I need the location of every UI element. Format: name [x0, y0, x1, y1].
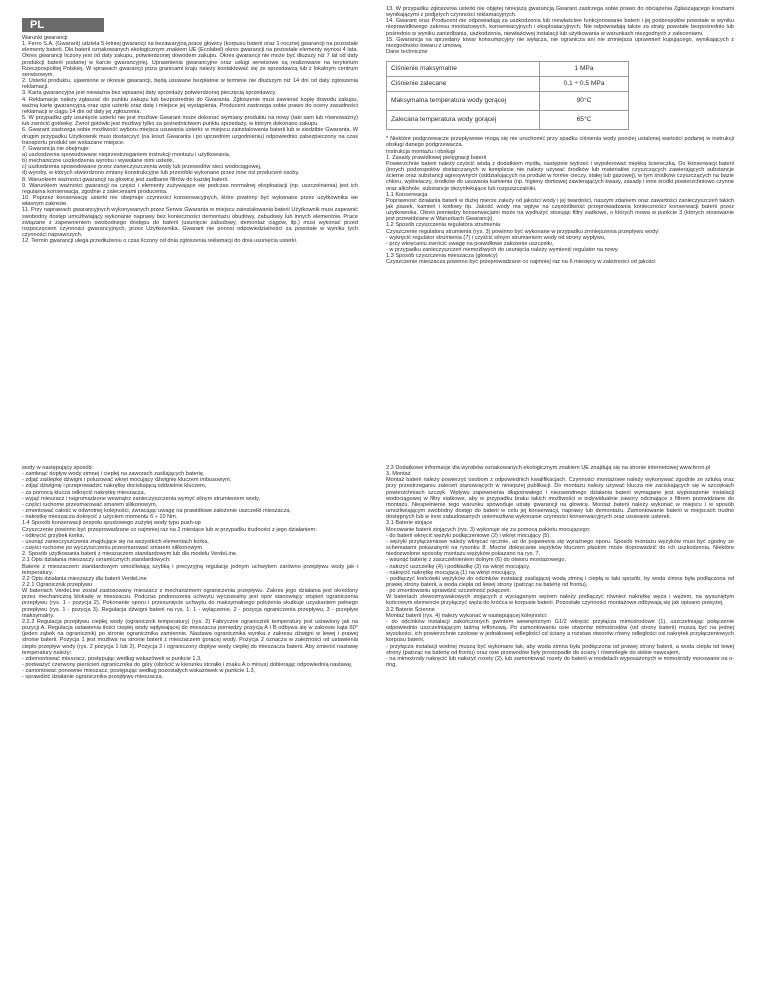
paragraph: - za pomocą klucza odkręcić nakrętkę mieszacza, [22, 489, 146, 496]
paragraph: 2. Sposób użytkowania baterii z mieszaczem standardowym lub dla modelu VerdeLine. [22, 551, 238, 558]
paragraph: - w przypadku zanieczyszczeń niemożliwych do usunięcia należy wymienić regulator na nowy. [386, 247, 619, 254]
paragraph: - po zmontowaniu sprawdzić szczelność połączeń. [386, 588, 511, 595]
table-row [387, 62, 629, 77]
paragraph: - wykręcić regulator strumienia (7) i czyścić silnym strumieniem wody od strony wypływu, [386, 234, 606, 241]
paragraph: - zmontować całość w odwrotnej kolejności, zwracając uwagę na prawidłowe założenie uszczelki mieszacza, [22, 508, 291, 515]
warranty-text [22, 35, 358, 244]
paragraph: - przy wkręcaniu zwrócić uwagę na prawidłowe założenie uszczelki, [386, 240, 554, 247]
paragraph: - nałożyć uszczelkę (4) i podkładkę (3) na wkręt mocujący, [386, 563, 531, 570]
paragraph: * Niektóre podgrzewacze przepływowe mogą się nie uruchomić przy spadku ciśnienia wody poniżej ustalonej wartości podanej w instrukcji obsługi danego podgrzewacza. [386, 136, 734, 149]
paragraph: Czyszczenie regulatora strumienia (rys. 3) powinno być wykonane w przypadku zmniejszenia przepływu wody: [386, 228, 660, 235]
spec-label: Zalecana temperatura wody gorącej [387, 111, 540, 130]
paragraph: 15. Gwarancja na sprzedany towar konsumpcyjny nie wyłącza, nie ogranicza ani nie zmniejsza uprawnień kupującego, wynikających z niezgodności towaru z umową. [386, 36, 734, 49]
paragraph: - wężyki przyłączeniowe należy wkręcać ręcznie, aż do pojawienia się wyraźnego oporu. Sposób montażu wężyków musi być zgodny ze schematami pokazanymi na rysunku 8. Mocne dokręcanie wężyków kluczem płaskim może doprowadzić do ich uszkodzenia. Niektóre niedozwolone sposoby montażu wężyków pokazano na rys. 7, [386, 538, 734, 558]
paragraph: - do odcinków instalacji zakończonych gwintem wewnętrznym G1/2 wkręcić przyłącza mimośrodowe (1), uszczelniając połączenie odpowiednio uszczelniającym taśmą teflonową. Po zamontowaniu osie otworów mimośrodów (od strony baterii) muszą być na jednej wysokości, ich powierzchnie czołowe w jednakowej odległości od ściany a rozstaw otworów równy odległości osi nakrętek przyłączeniowych korpusu baterii, [386, 618, 734, 644]
spec-value: 65°C [540, 111, 629, 130]
section-heading: Instrukcja montażu i obsługi [386, 148, 456, 155]
paragraph: 5. W przypadku gdy usunięcie usterki nie jest możliwe Gwarant może dokonać wymiany produktu na nowy (taki sam lub równoważny) lub zwrócić gotówkę. Zwrot gotówki jest możliwy tylko za pośrednictwem punktu sprzedaży, w którym dokonano zakupu. [22, 115, 358, 128]
table-row [387, 77, 629, 92]
paragraph: Montaż baterii należy powierzyć osobom z odpowiednich kwalifikacjach. Czynności montażowe należy wykonywać zgodnie ze sztuką oraz przy przestrzeganiu zaleceń stanowiących w niniejszej publikacji. Do montażu należy używać klucza nie zaciskających się w szczękach powierzchniach szczęk. Wpływu zapewnienia długotrwałego i niezawodnego działania baterii wymagane jest wyposażenie instalacji wodociągowej w filtry siatkowe, aby w przypadku braku takich możliwości w indywidualnie zawory odcinające z filtrem przewidziane do montażu. Niespełnienie tego warunku spowoduje utratę gwarancji na głowicę. Montaż baterii należy wykonać w miejscu i w sposób umożliwiającym swobodny dostęp do baterii w celu jej konserwacji, naprawy lub demontażu. Zamontowanie baterii w miejscach trudno dostępnych lub w inne zabudowanych uniemożliwia wykonanie czynności konserwacyjnych oraz usuwanie usterek. [386, 477, 734, 521]
paragraph: - części ruchome po wyczyszczeniu przesmarować smarem silikonowym. [22, 545, 204, 552]
table-row [387, 92, 629, 111]
paragraph: W bateriach zlewozmywakowych stojących z wyciąganym wężem należy podłączyć również nakrętkę węża i wężem, na wysuniętym końcowym elemencie przyłączyć węża do króćca w korpusie baterii. Pozostałe czynności montażowe odbywają się jak opisano powyżej. [386, 594, 734, 607]
instructions-column-left [22, 465, 358, 680]
paragraph: Mocowanie baterii stojących (rys. 3) wykonuje się za pomocą pakietu mocującego: [386, 526, 591, 533]
paragraph: Montaż baterii (rys. 4) należy wykonać w następującej kolejności: [386, 612, 548, 619]
paragraph: - podważyć czerwony pierścień ogranicznika do góry (obrócić w kierunku strzałki i znaku A o minus) dobierając odpowiednią nastawę, [22, 662, 353, 668]
paragraph: - nakrętkę mieszacza dokręcić z użyciem momentu 6 ÷ 10 Nm. [22, 514, 178, 521]
paragraph: c) uszkodzenia spowodowane przez zanieczyszczenia wody lub przewodów sieci wodociągowej, [22, 164, 262, 171]
paragraph: Poprawność działania baterii w dużej mierze zależy od jakości wody i jej twardości, naszym zdaniem oraz zawartości zanieczyszczeń takich jak piasek, kamień i kotłowy itp. Jakość wody ma wpływ na częstotliwość przeprowadzania konieczności konserwacji baterii przez użytkownika. Okres pomiędzy konserwacjami może na wydłużyć stosując filtry siatkowe, o których mowa w punkcie 3 (których stosowanie jest przewidziane w Warunkach Gwarancji). [386, 197, 734, 223]
paragraph: 2.2.1 Ogranicznik przepływu [22, 581, 93, 588]
paragraph: a) uszkodzenia spowodowane nieprzestrzeganiem instrukcji montażu i użytkowania, [22, 151, 231, 158]
paragraph: - zamknąć dopływ wody zimnej i ciepłej na zaworach zasilających baterię, [22, 471, 205, 478]
paragraph: 3.2 Baterie Ścienne [386, 606, 435, 613]
technical-data-column [386, 6, 734, 266]
paragraph: 3. Karta gwarancyjna jest nieważna bez wpisanej daty sprzedaży potwierdzonej pieczęcią sprzedawcy. [22, 90, 277, 97]
instructions-column-right [386, 465, 734, 668]
spec-value: 90°C [540, 92, 629, 111]
paragraph: Czyszczenie powinno być przeprowadzane co najmniej raz na 2 miesiące lub w przypadku trudności z jego działaniem: [22, 526, 317, 533]
paragraph: 9. Warunkiem ważności gwarancji na części i elementy zużywające się podczas normalnej eksploatacji (np. uszczelnienia) jest ich regularna konserwacja, zgodnie z zaleceniami producenta. [22, 182, 358, 195]
paragraph: - nakręcić nakrętkę mocującą (1) na wkręt mocujący, [386, 569, 517, 576]
paragraph: - na mimośrody nakręcić lub nałożyć rozety (2), lub zamontować rozety do baterii w modelach wyposażonych w mimośrody mocowane na o-ring, [386, 655, 734, 668]
warranty-column [22, 18, 358, 244]
paragraph: - do baterii wkręcić wężyki podłączeniowe (2) i wkręt mocujący (5), [386, 532, 551, 539]
paragraph: Baterie z mieszaczem standardowym umożliwiają szybką i precyzyjną regulację jednym uchwytem zarówno przepływu wody jak i temperatury. [22, 563, 358, 576]
spec-label: Maksymalna temperatura wody gorącej [387, 92, 540, 111]
spec-label: Ciśnienie zalecane [387, 77, 540, 92]
paragraph: - zdjąć zaślepkę dźwigni i poluzować wkręt mocujący dźwignię kluczem imbusowym, [22, 477, 232, 484]
paragraph: 14. Gwarant oraz Producent nie odpowiadają za uszkodzenia lub niewłaściwe funkcjonowanie baterii i jej podzespołów powstałe w wyniku nieprawidłowego zakresu montażowych, konserwacyjnych i eksploatacyjnych. Nie odpowiadają także za straty powstałe bezpośrednio lub pośrednio w wyniku zaniedbania, uszkodzenia, niewłaściwej instalacji lub użytkowania w warunkach niezgodnych z zaleceniami. [386, 18, 734, 37]
paragraph: - zdemontować mieszacz, postępując według wskazówek w punkcie 1.3, [22, 655, 202, 662]
spec-value: 0,1 ÷ 0,5 MPa [540, 77, 629, 92]
language-tag: PL [22, 18, 104, 32]
paragraph: - zamontować ponownie mieszacz, postępując według pozostałych wskazówek w punkcie 1.3, [22, 668, 256, 675]
paragraph: - usunąć zanieczyszczenia znajdujące się na wszystkich elementach korka, [22, 538, 209, 545]
paragraph: Powierzchnie baterii należy czyścić wodą z dodatkiem mydła, następnie wytrzeć i wypolerować miękką ściereczką. Do konserwacji baterii (innych podzespołów dostarczanych w komplecie nie należy używać środków lub materiałów czyszczących zawierających substancje ścierne oraz substancji agresywnych (oddziałujących na produkt w formie cieczy, stałej lub gazowej), w tym środków czyszczących na bazie chloru, wybielaczy, środków do usuwania kamienia (np. higieny domowej zawierających kwasy, zasady i inne środki powierzchniowo czynne oraz alkohole, substancje dezynfekujące lub rozpuszczalniki. [386, 160, 734, 192]
paragraph: 2.1 Opis działania mieszaczy ceramicznych standardowych: [22, 557, 171, 564]
paragraph: 1.3 Sposób czyszczenia mieszacza (głowicy) [386, 253, 498, 260]
paragraph: - sprawdzić działanie ogranicznika przepływu mieszacza. [22, 674, 164, 681]
paragraph: 2.2.2 Regulacja przepływu ciepłej wody (ogranicznik temperatury) (rys. 2) Fabryczne ogranicznik temperatury jest ustawiony jak na pozycji A. Regulacja ustawienia ilości ciepłej wody wpływającej do mieszacza pomiędzy pozycją A i B odbywa się w zakresie kąta 60° (jeden ząbek na ogranicznik) po stronie ogranicznika zamiennie. Nastawa ogranicznika wynika z zakresu dźwigni w lewej i prawej stronie baterii. Pozycja 1 jest możliwa na stronie baterii z mieszaczem gorącej wody. Pozycja 2 oznacza w zależności od ustawienia ciepło przepływ wody (rys. 2 pozycja 1 lub 2). Pozycja 2 i ograniczony dopływ wody ciepłej do mieszacza baterii. Aby zmienić nastawę temperatury należy: [22, 618, 358, 656]
paragraph: 2.3 Dodatkowe informacje dla wyrobów oznakowanych ekologicznym znakiem UE znajdują się na stronie internetowej www.ferro.pl [386, 465, 711, 471]
paragraph: d) wyroby, w których stwierdzono zmiany konstrukcyjne lub przeróbki wykonane przez inne niż producent osoby. [22, 170, 300, 177]
paragraph: b) mechaniczne uszkodzenia wyrobu i wywołane nimi usterki, [22, 158, 175, 165]
paragraph: 3.1 Baterie stojące [386, 520, 433, 527]
paragraph: 12. Termin gwarancji ulega przedłużeniu o czas liczony od dnia zgłoszenia reklamacji do dnia usunięcia usterki. [22, 238, 298, 245]
paragraph: 1. Ferro S.A. (Gwarant) udziela 5-letniej gwarancji na bezawaryjną pracę głowicy (korpusu baterii oraz 1-rocznej gwarancji na pozostałe elementy baterii. Dla baterii oznakowanych ekologicznym znakiem UE (Ecolabel) okres gwarancji na pozostałe elementy wynosi 4 lata. Okres gwarancji liczony jest od daty zakupu, potwierdzonej dowodem zakupu. Okres gwarancji nie może być dłuższy niż 7 lat od daty produkcji baterii podanej w karcie gwarancyjnej. Uprawnienia gwarancyjne oraz usługi serwisowe są realizowane na terytorium Rzeczpospolitej Polskiej. W sprawach gwarancji poza granicami kraju należy kontaktować się ze sprzedawcą lub z lokalnym centrum serwisowym. [22, 41, 358, 78]
paragraph: 1.2 Sposób czyszczenia regulatora strumienia [386, 222, 501, 229]
paragraph: - części ruchome przesmarować smarem silikonowym, [22, 501, 158, 508]
paragraph: 8. Warunkiem ważności gwarancji na głowicę jest zadbanie filtrów do każdej baterii. [22, 176, 229, 183]
paragraph: - wsunąć baterię z zaszczelnieniem dolnym (6) do otworu montażowego, [386, 557, 567, 564]
warranty-heading: Warunki gwarancji [22, 35, 68, 41]
paragraph: - przyłącza instalacji wodnej muszą być wykonane tak, aby woda zimna była podłączona od prawej strony baterii, a woda ciepła od lewej strony (patrząc na baterię od frontu) oraz osie przewodów były prostopadłe do ściany i równoległe do siebie nawzajem, [386, 643, 734, 656]
paragraph: wody w następujący sposób: [22, 465, 94, 471]
paragraph: 2. Usterki produktu, ujawnione w okresie gwarancji, będą usuwane bezpłatnie w terminie nie dłuższym niż 14 dni od daty zgłoszenia reklamacji. [22, 78, 358, 91]
table-row [387, 111, 629, 130]
paragraph: 1.4 Sposób konserwacji zespołu spustowego zużytej wody typu push-up [22, 520, 201, 527]
paragraph: - wyjąć mieszacz i nagromadzone wewnątrz zanieczyszczenia wymyć silnym strumieniem wody, [22, 495, 261, 502]
section-heading: 3. Montaż [386, 471, 411, 478]
spec-value: 1 MPa [540, 62, 629, 77]
technical-data-table [386, 61, 629, 130]
paragraph: 4. Reklamacje należy zgłaszać do punktu zakupu lub bezpośrednio do Gwaranta. Zgłoszenie musi zawierać kopię dowodu zakupu, ważną kartę gwarancyjną oraz opis usterki oraz datę i miejsce jej wystąpienia. Producent zastrzega sobie prawo do oceny zasadności reklamacji w ciągu 14 dni od daty jej zgłoszenia. [22, 96, 358, 115]
paragraph: - podłączyć końcówki wężyków do odcinków instalacji zasilającej wodą zimną i ciepłą w taki sposób, by woda zimna była podłączona od prawej strony baterii, a woda ciepła od lewej strony (patrząc na baterię od frontu), [386, 575, 734, 588]
spec-label: Ciśnienie maksymalne [387, 62, 540, 77]
paragraph: - zdjąć dźwignię i przeprowadzić nakrętkę dociskającą oddzielnie kluczem, [22, 483, 207, 490]
paragraph: Czyszczenie mieszacza powinno być przeprowadzane co najmniej raz na 6 miesięcy w zależności od jakości [386, 259, 656, 266]
technical-data-heading: Dane techniczne [386, 49, 428, 56]
paragraph: 13. W przypadku zgłoszenia usterki nie objętej niniejszą gwarancją Gwarant zastrzega sobie prawo do obciążenia Zgłaszającego kosztami wynikającymi z podjętych czynności reklamacyjnych. [386, 6, 734, 19]
paragraph: 1. Zasady prawidłowej pielęgnacji baterii [386, 154, 487, 161]
paragraph: 2.2 Opis działania mieszaczy dla baterii VerdeLine [22, 575, 147, 582]
paragraph: 1.1 Konserwacja [386, 191, 428, 198]
paragraph: W bateriach VerdeLine został zastosowany mieszacz z mechanizmem ograniczenia przepływu. Zakres jego działania jest określony przez mechaniczną blokadę w mieszaczu. Podczas podnoszenia uchwytu wyczuwalny jest opór stanowiący stopień ograniczenia przepływu (rys. 1 - pozycja 2). Pokonanie oporu i przesunięcie uchwytu do maksymalnego położenia skutkuje uzyskaniem pełnego przepływu (rys. 1 - pozycja 3). Regulacja dźwigni baterii na rys. 1: 1 - wyłączenie, 2 - pozycja ograniczenia przepływu, 3 - przepływ maksymalny. [22, 588, 358, 619]
paragraph: 10. Poprzez konserwację usterki nie obejmuje czynności konserwacyjnych, które powinny być wykonane przez użytkownika we własnym zakresie. [22, 195, 358, 208]
paragraph: 11. Przy naprawach gwarancyjnych wykonywanych przez Serwis Gwaranta w miejscu zainstalowania baterii Użytkownik musi zapewnić swobodny dostęp umożliwiający wykonanie naprawy bez konieczności demontażu obudowy, zabudowy lub innych elementów. Prace związane z zapewnieniem swobodnego dostępu do baterii (usunięcie zabudowy, demontaż ciągów, itp.) musi wykonać przed rozpoczęciem czynności gwarancyjnych, przez Użytkownika. Gwarant nie ponosi odpowiedzialności za powstałe w wyniku tych czynności naprawczych. [22, 207, 358, 238]
paragraph: - odkręcić grzybek korka, [22, 532, 85, 539]
paragraph: 6. Gwarant zastrzega sobie możliwość wyboru miejsca usuwania usterki: w miejscu zainstalowania baterii lub w siedzibie Gwaranta. W drugim przypadku Użytkownik musi dostarczyć (na koszt Gwaranta i po uprzednim uzgodnieniu) odpowiednio zabezpieczony na czas transportu produkt we wskazane miejsce. [22, 127, 358, 146]
paragraph: 7. Gwarancja nie obejmuje: [22, 145, 90, 152]
